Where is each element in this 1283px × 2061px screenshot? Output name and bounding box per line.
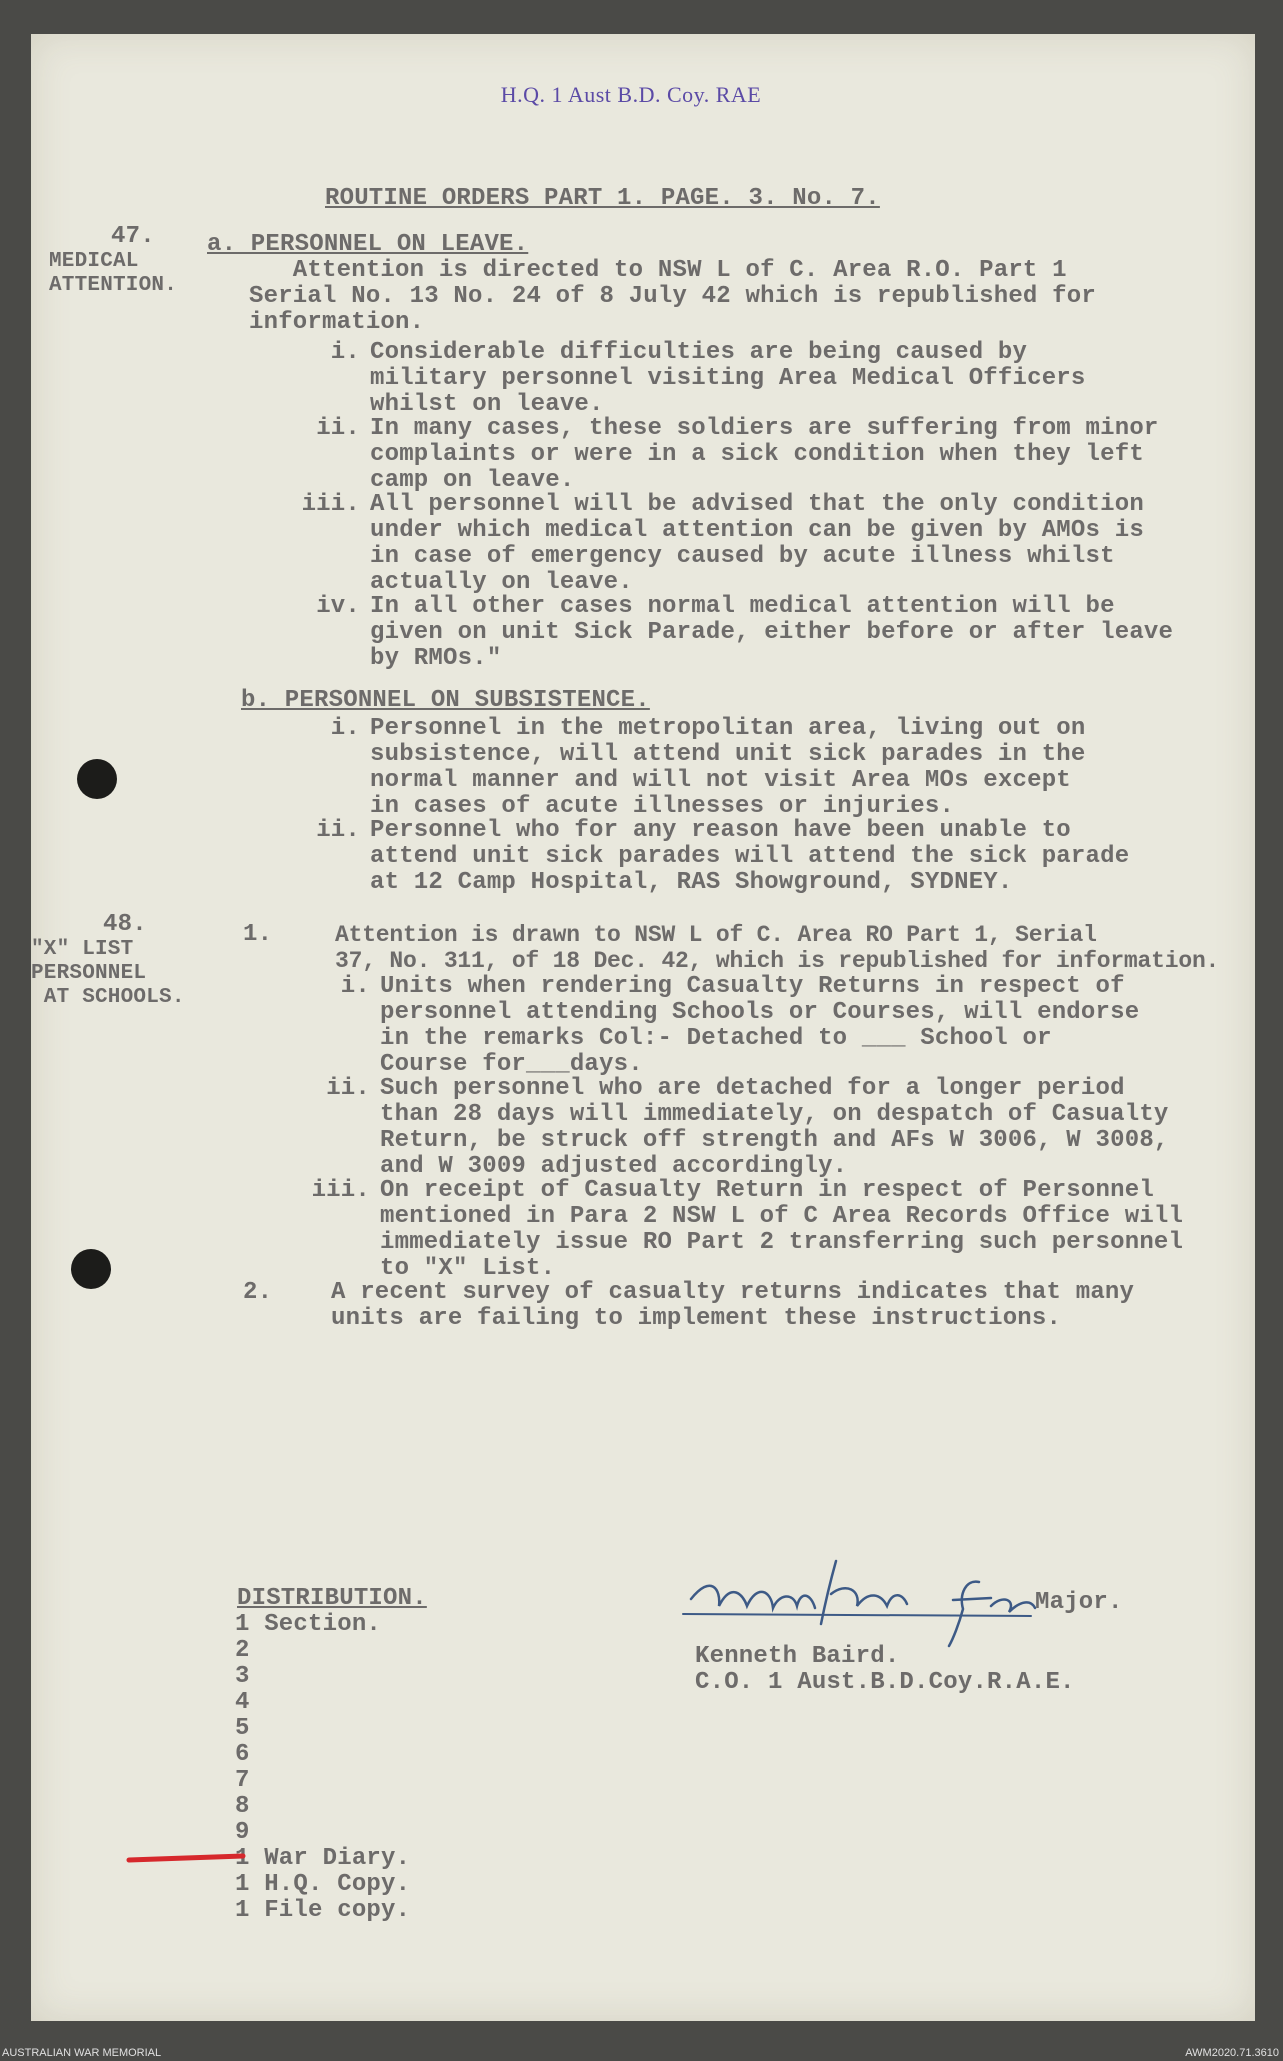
distribution-item: 4 [235,1689,250,1716]
signature-rank: Major. [1035,1589,1123,1616]
item-number: iii. [301,491,360,518]
distribution-item: 5 [235,1715,250,1742]
distribution-item: 1 File copy. [235,1897,411,1924]
item-number: i. [330,339,360,366]
section-48-para-2-text: A recent survey of casualty returns indicates that many units are failing to implement these instructions. [331,1279,1135,1332]
item-text: Units when rendering Casualty Returns in respect of personnel attending Schools or Courses, will endorse in the remarks Col:- Detached to ___ School or Course for___days. [380,973,1140,1078]
item-number: i. [330,715,360,742]
item-text: Personnel in the metropolitan area, living out on subsistence, will attend unit sick parades in the normal manner and will not visit Area MOs except in cases of acute illnesses or injuries. [370,715,1086,820]
item-text: All personnel will be advised that the only condition under which medical attention can be given by AMOs is in case of emergency caused by acute illness whilst actually on leave. [370,491,1144,596]
item-number: ii. [316,817,360,844]
section-47-margin-title: MEDICAL ATTENTION. [49,250,178,297]
distribution-item: 1 Section. [235,1611,382,1638]
item-number: iii. [311,1177,370,1204]
section-47-number: 47. [111,223,155,250]
section-48-para-2-number: 2. [243,1279,273,1306]
distribution-heading: DISTRIBUTION. [237,1585,427,1612]
section-47a-intro: Attention is directed to NSW L of C. Area R.O. Part 1 Serial No. 13 No. 24 of 8 July 42 which is republished for information. [249,257,1096,336]
section-48-number: 48. [103,911,147,938]
distribution-item: 8 [235,1793,250,1820]
item-number: ii. [316,415,360,442]
item-text: In many cases, these soldiers are suffering from minor complaints or were in a sick condition when they left camp on leave. [370,415,1159,494]
unit-stamp: H.Q. 1 Aust B.D. Coy. RAE [500,82,762,107]
page-heading: ROUTINE ORDERS PART 1. PAGE. 3. No. 7. [325,185,880,212]
distribution-item: 1 War Diary. [235,1845,411,1872]
footer-right: AWM2020.71.3610 [1185,2047,1279,2059]
distribution-item: 2 [235,1637,250,1664]
document-page [31,34,1255,2021]
item-number: iv. [316,593,360,620]
item-text: Such personnel who are detached for a longer period than 28 days will immediately, on despatch of Casualty Return, be struck off strength and AFs W 3006, W 3008, and W 3009 adjusted accordingly. [380,1075,1169,1180]
handwritten-signature [31,34,1255,2021]
distribution-item: 1 H.Q. Copy. [235,1871,411,1898]
section-47a-heading: a. PERSONNEL ON LEAVE. [207,231,529,258]
section-47b-heading: b. PERSONNEL ON SUBSISTENCE. [241,687,650,714]
distribution-item: 6 [235,1741,250,1768]
signatory-name: Kenneth Baird. [695,1643,900,1670]
section-48-para-1-text: Attention is drawn to NSW L of C. Area RO Part 1, Serial 37, No. 311, of 18 Dec. 42, which is republished for information. [335,922,1220,974]
section-48-margin-title: "X" LIST PERSONNEL AT SCHOOLS. [31,938,185,1009]
distribution-item: 7 [235,1767,250,1794]
item-text: Personnel who for any reason have been unable to attend unit sick parades will attend the sick parade at 12 Camp Hospital, RAS Showground, SYDNEY. [370,817,1130,896]
distribution-item: 3 [235,1663,250,1690]
item-text: Considerable difficulties are being caused by military personnel visiting Area Medical Officers whilst on leave. [370,339,1086,418]
item-text: In all other cases normal medical attention will be given on unit Sick Parade, either before or after leave by RMOs." [370,593,1174,672]
signatory-title: C.O. 1 Aust.B.D.Coy.R.A.E. [695,1669,1075,1696]
item-number: i. [340,973,370,1000]
distribution-item: 9 [235,1819,250,1846]
item-number: ii. [326,1075,370,1102]
section-48-para-1-number: 1. [243,921,273,948]
item-text: On receipt of Casualty Return in respect of Personnel mentioned in Para 2 NSW L of C Area Records Office will immediately issue RO Part 2 transferring such personnel to "X" List. [380,1177,1184,1282]
footer-left: AUSTRALIAN WAR MEMORIAL [2,2047,162,2059]
